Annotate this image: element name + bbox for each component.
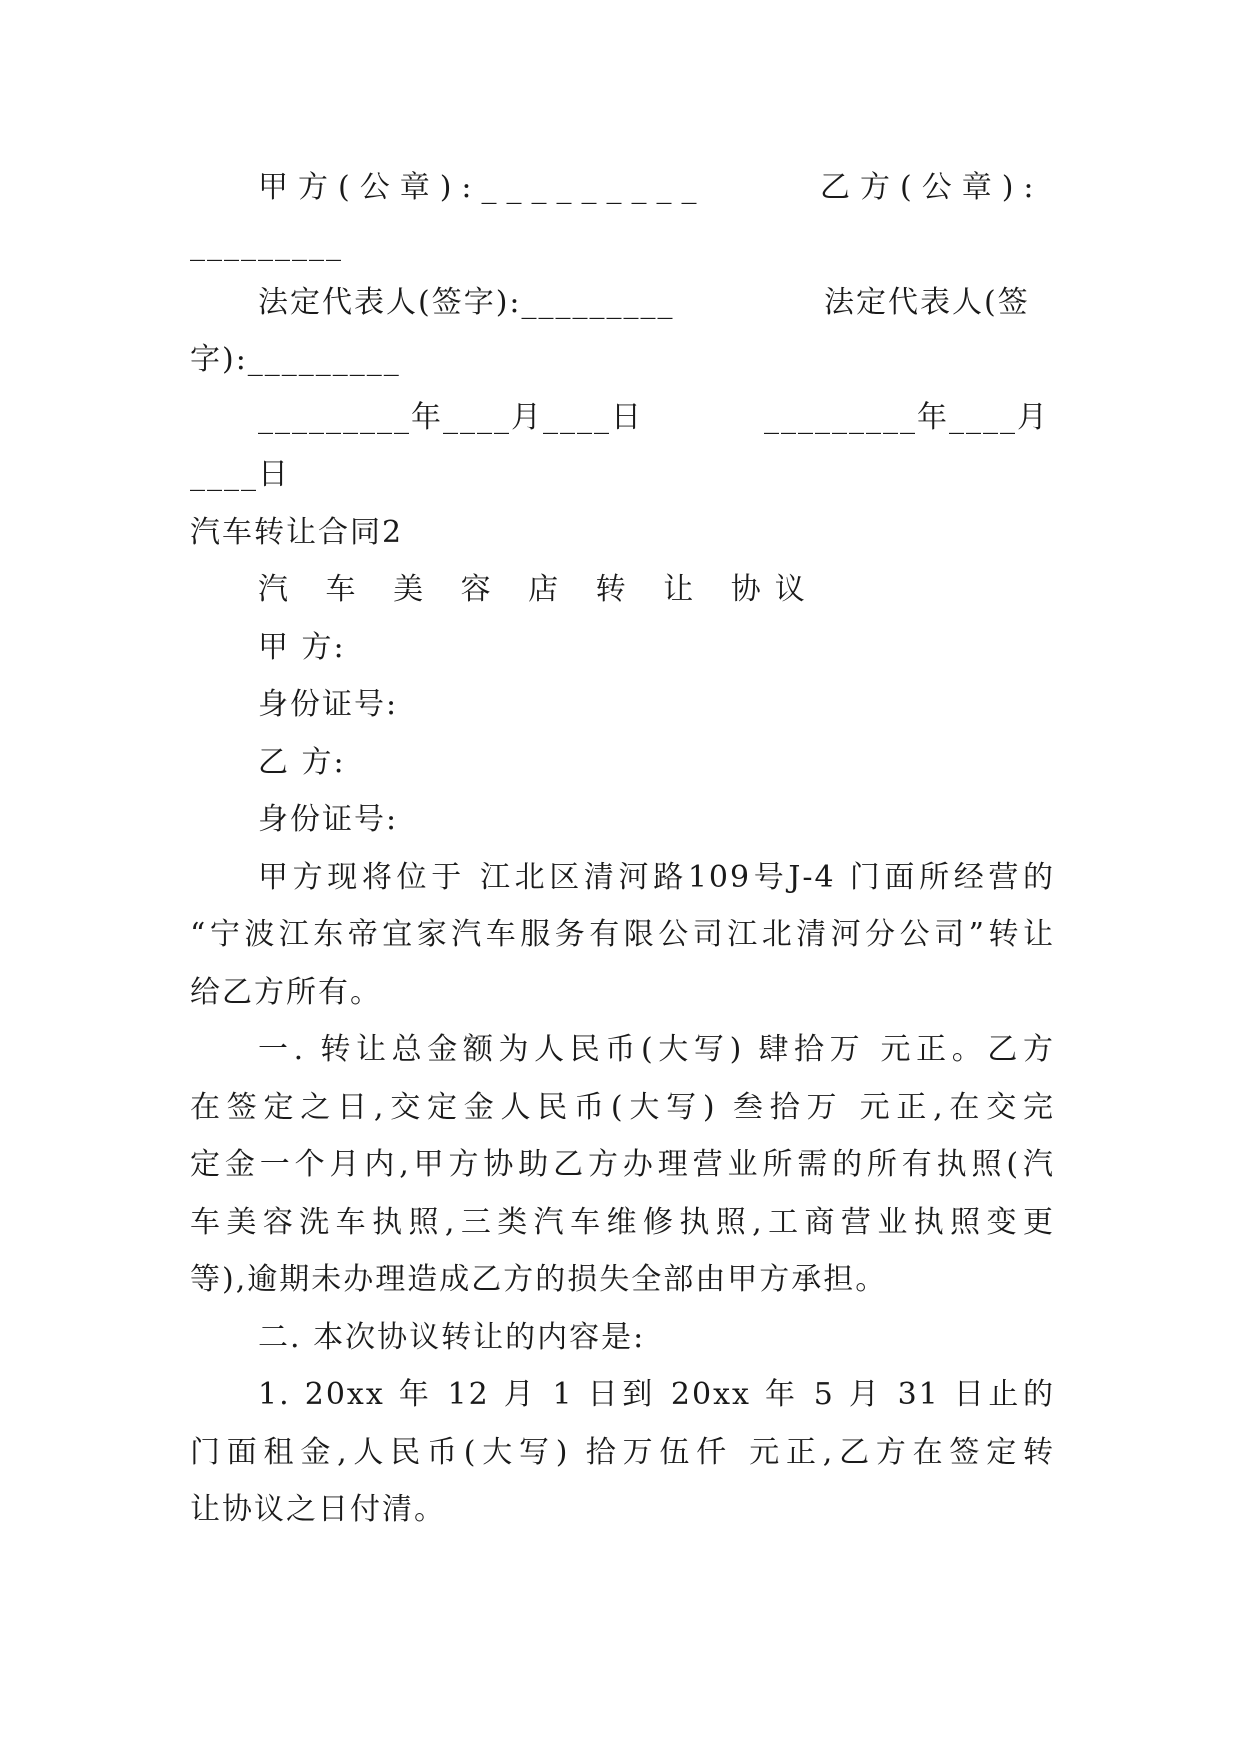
paragraph-line: 门面租金,人民币(大写) 拾万伍仟 元正,乙方在签定转 — [190, 1435, 1055, 1470]
paragraph-line: 在签定之日,交定金人民币(大写) 叁拾万 元正,在交完 — [190, 1090, 1055, 1125]
paragraph-line: 车美容洗车执照,三类汽车维修执照,工商营业执照变更 — [190, 1205, 1055, 1240]
paragraph-line: “宁波江东帝宜家汽车服务有限公司江北清河分公司”转让 — [190, 917, 1055, 952]
party-b-seal: 乙方(公章): — [820, 170, 1044, 205]
date-a: _________年____月____日 — [258, 400, 643, 435]
id-a-label: 身份证号: — [258, 687, 399, 722]
rep-b-signature: 法定代表人(签 — [824, 285, 1030, 320]
paragraph-line: 给乙方所有。 — [190, 975, 382, 1010]
paragraph-line: 1. 20xx 年 12 月 1 日到 20xx 年 5 月 31 日止的 — [258, 1377, 1055, 1412]
paragraph-line: 让协议之日付清。 — [190, 1492, 446, 1527]
party-b-seal-cont: _________ — [190, 227, 343, 262]
paragraph-line: 一. 转让总金额为人民币(大写) 肆拾万 元正。乙方 — [258, 1032, 1055, 1067]
paragraph-line: 定金一个月内,甲方协助乙方办理营业所需的所有执照(汽 — [190, 1147, 1055, 1182]
date-b-cont: ____日 — [190, 457, 290, 492]
contract-title: 汽 车 美 容 店 转 让 协议 — [258, 572, 819, 607]
rep-b-signature-cont: 字):_________ — [190, 342, 401, 377]
party-b-label: 乙 方: — [258, 745, 346, 780]
paragraph-line: 甲方现将位于 江北区清河路109号J-4 门面所经营的 — [258, 860, 1055, 895]
section-heading: 二. 本次协议转让的内容是: — [258, 1320, 646, 1355]
paragraph-line: 等),逾期未办理造成乙方的损失全部由甲方承担。 — [190, 1262, 888, 1297]
date-b: _________年____月 — [764, 400, 1049, 435]
id-b-label: 身份证号: — [258, 802, 399, 837]
contract-heading: 汽车转让合同2 — [190, 515, 404, 550]
party-a-label: 甲 方: — [258, 630, 346, 665]
rep-a-signature: 法定代表人(签字):_________ — [258, 285, 675, 320]
party-a-seal: 甲方(公章):_________ — [258, 170, 707, 205]
